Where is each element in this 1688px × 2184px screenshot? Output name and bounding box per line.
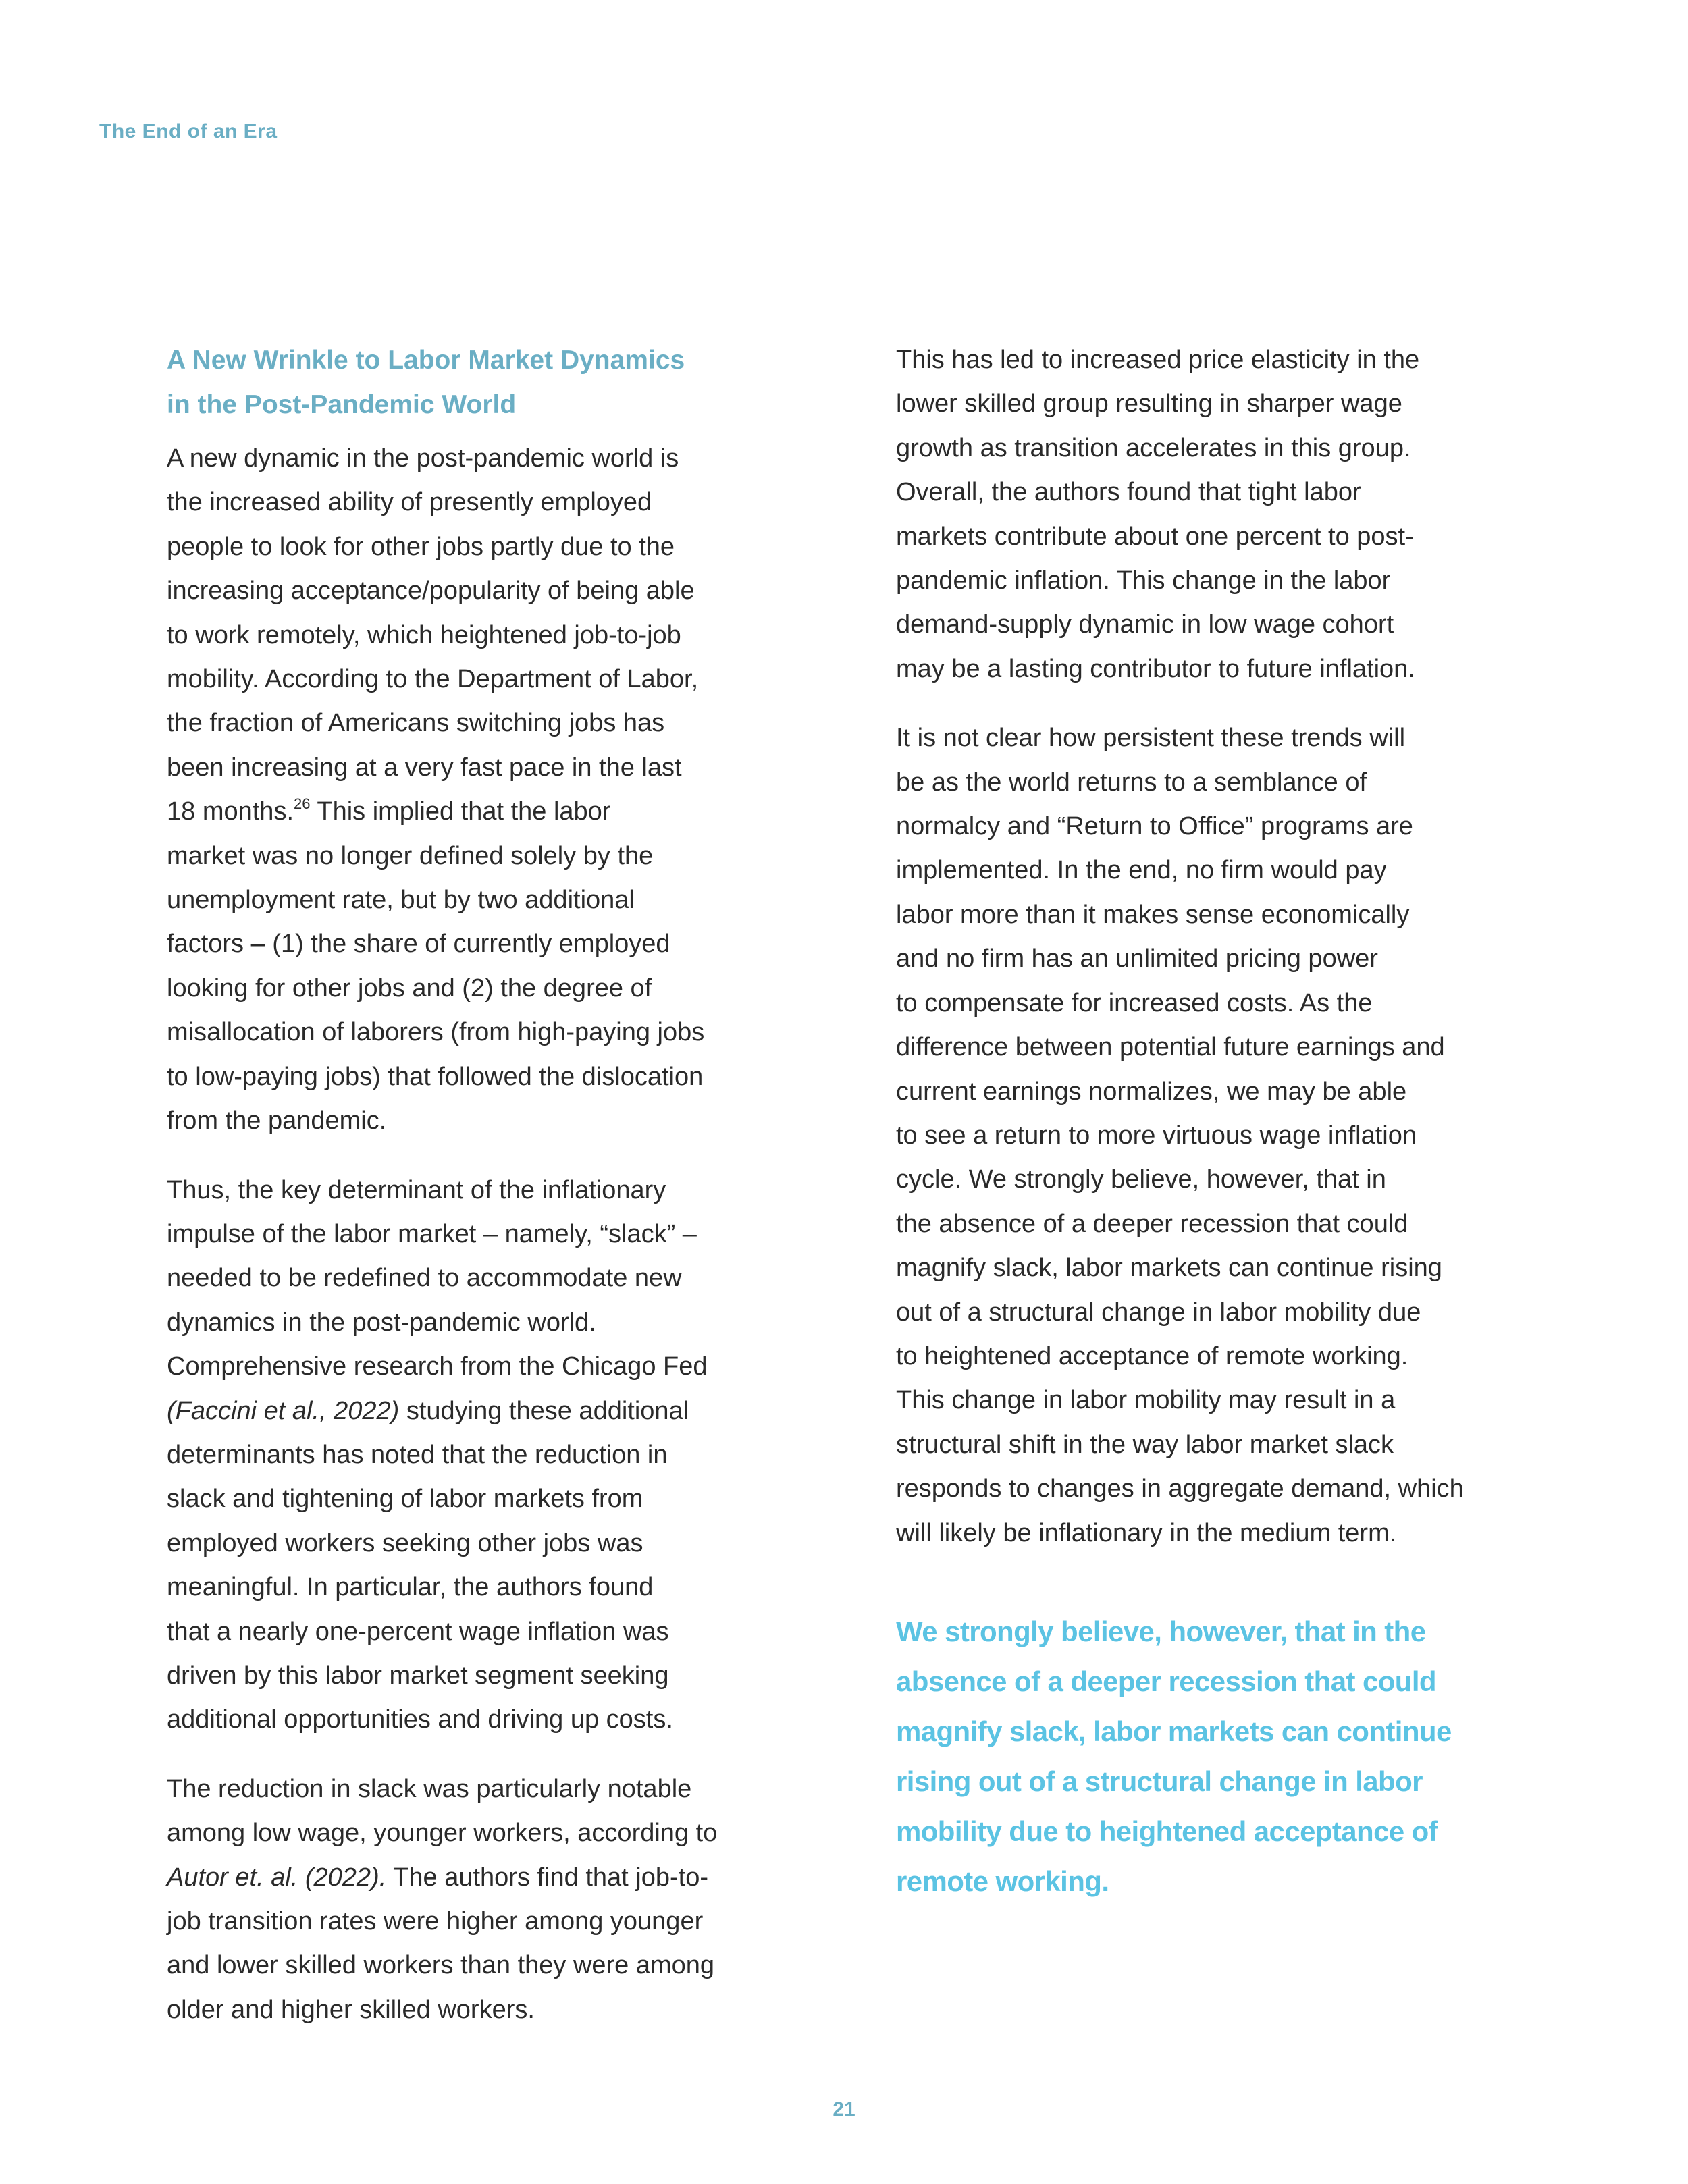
text-line: misallocation of laborers (from high-paying jobs: [167, 1018, 705, 1047]
text-line: unemployment rate, but by two additional: [167, 886, 635, 915]
text-line: demand-supply dynamic in low wage cohort: [896, 610, 1394, 639]
body-paragraph: [167, 1767, 815, 2032]
text-line: to see a return to more virtuous wage inflation: [896, 1121, 1417, 1150]
heading-line: in the Post-Pandemic World: [167, 390, 517, 419]
text-line: magnify slack, labor markets can continue rising: [896, 1254, 1442, 1283]
text-line: been increasing at a very fast pace in the last: [167, 753, 682, 782]
text-segment: This implied that the labor: [310, 797, 611, 826]
page-number: 21: [833, 2098, 855, 2121]
pull-quote: [896, 1607, 1452, 1907]
text-line: dynamics in the post-pandemic world.: [167, 1308, 596, 1337]
text-line: older and higher skilled workers.: [167, 1995, 535, 2024]
text-line: driven by this labor market segment seeking: [167, 1661, 669, 1690]
text-line: that a nearly one-percent wage inflation was: [167, 1617, 669, 1646]
text-line: growth as transition accelerates in this group.: [896, 433, 1411, 462]
text-line: the absence of a deeper recession that could: [896, 1209, 1408, 1238]
text-line: people to look for other jobs partly due to the: [167, 532, 675, 561]
text-line: Overall, the authors found that tight labor: [896, 478, 1361, 507]
text-line: pandemic inflation. This change in the labor: [896, 566, 1391, 595]
text-line: The reduction in slack was particularly notable: [167, 1774, 692, 1803]
pull-quote-line: mobility due to heightened acceptance of: [896, 1815, 1438, 1847]
pull-quote-line: rising out of a structural change in labor: [896, 1765, 1423, 1797]
text-line: This change in labor mobility may result in a: [896, 1386, 1396, 1415]
left-body: [167, 437, 815, 2032]
text-line: employed workers seeking other jobs was: [167, 1528, 643, 1557]
text-line: looking for other jobs and (2) the degree of: [167, 974, 652, 1003]
text-line: and lower skilled workers than they were among: [167, 1951, 715, 1980]
text-line: responds to changes in aggregate demand, which: [896, 1474, 1464, 1503]
left-column: [167, 338, 815, 2057]
text-segment: 18 months.: [167, 797, 294, 826]
text-line: job transition rates were higher among younger: [167, 1907, 704, 1936]
text-line: to compensate for increased costs. As the: [896, 988, 1373, 1017]
text-line: This has led to increased price elasticity in the: [896, 346, 1420, 374]
text-line: the fraction of Americans switching jobs has: [167, 709, 665, 738]
text-line: labor more than it makes sense economically: [896, 900, 1410, 929]
pull-quote-line: We strongly believe, however, that in the: [896, 1616, 1426, 1647]
text-line: from the pandemic.: [167, 1107, 387, 1136]
text-line: increasing acceptance/popularity of being able: [167, 577, 695, 606]
text-line: Comprehensive research from the Chicago Fed: [167, 1352, 708, 1381]
text-line: meaningful. In particular, the authors found: [167, 1573, 654, 1602]
text-line: implemented. In the end, no firm would pay: [896, 856, 1387, 885]
text-line: [167, 1389, 815, 1433]
right-column: [896, 338, 1544, 1580]
text-line: mobility. According to the Department of Labor,: [167, 665, 699, 694]
body-paragraph: [896, 338, 1544, 691]
text-line: markets contribute about one percent to post-: [896, 522, 1414, 551]
text-line: market was no longer defined solely by the: [167, 841, 654, 870]
text-line: additional opportunities and driving up costs.: [167, 1705, 673, 1734]
text-segment: studying these additional: [399, 1396, 689, 1425]
text-line: A new dynamic in the post-pandemic world is: [167, 444, 679, 473]
citation: Autor et. al. (2022).: [167, 1863, 387, 1892]
text-segment: The authors find that job-to-: [386, 1863, 708, 1892]
pull-quote-line: magnify slack, labor markets can continue: [896, 1715, 1452, 1747]
text-line: [167, 1856, 815, 1900]
section-heading: [167, 338, 815, 427]
right-body: [896, 338, 1544, 1555]
text-line: difference between potential future earnings and: [896, 1033, 1445, 1062]
text-line: lower skilled group resulting in sharper wage: [896, 390, 1402, 419]
text-line: will likely be inflationary in the medium term.: [896, 1518, 1397, 1547]
text-line: and no firm has an unlimited pricing power: [896, 944, 1378, 974]
footnote-ref: 26: [294, 795, 311, 813]
text-line: determinants has noted that the reduction in: [167, 1440, 668, 1469]
text-line: impulse of the labor market – namely, “slack” –: [167, 1219, 697, 1248]
text-line: to work remotely, which heightened job-to-job: [167, 620, 681, 649]
body-paragraph: [896, 716, 1544, 1555]
text-line: among low wage, younger workers, according to: [167, 1819, 718, 1848]
text-line: the increased ability of presently employed: [167, 488, 652, 517]
citation: (Faccini et al., 2022): [167, 1396, 400, 1425]
text-line: current earnings normalizes, we may be able: [896, 1077, 1407, 1106]
text-line: cycle. We strongly believe, however, that in: [896, 1165, 1386, 1194]
pull-quote-line: absence of a deeper recession that could: [896, 1666, 1436, 1697]
text-line: [167, 790, 815, 834]
text-line: factors – (1) the share of currently employed: [167, 930, 670, 959]
text-line: structural shift in the way labor market slack: [896, 1430, 1394, 1459]
text-line: to heightened acceptance of remote working.: [896, 1341, 1408, 1370]
text-line: out of a structural change in labor mobility due: [896, 1298, 1421, 1327]
body-paragraph: [167, 1169, 815, 1742]
text-line: may be a lasting contributor to future inflation.: [896, 654, 1415, 683]
text-line: Thus, the key determinant of the inflationary: [167, 1175, 666, 1204]
pull-quote-line: remote working.: [896, 1865, 1109, 1897]
text-line: be as the world returns to a semblance of: [896, 768, 1367, 797]
text-line: slack and tightening of labor markets from: [167, 1485, 643, 1514]
text-line: normalcy and “Return to Office” programs are: [896, 812, 1413, 841]
text-line: to low-paying jobs) that followed the dislocation: [167, 1062, 704, 1091]
text-line: needed to be redefined to accommodate new: [167, 1264, 682, 1293]
running-header: The End of an Era: [99, 120, 278, 142]
heading-line: A New Wrinkle to Labor Market Dynamics: [167, 346, 685, 375]
text-line: It is not clear how persistent these trends will: [896, 724, 1406, 753]
body-paragraph: [167, 437, 815, 1144]
